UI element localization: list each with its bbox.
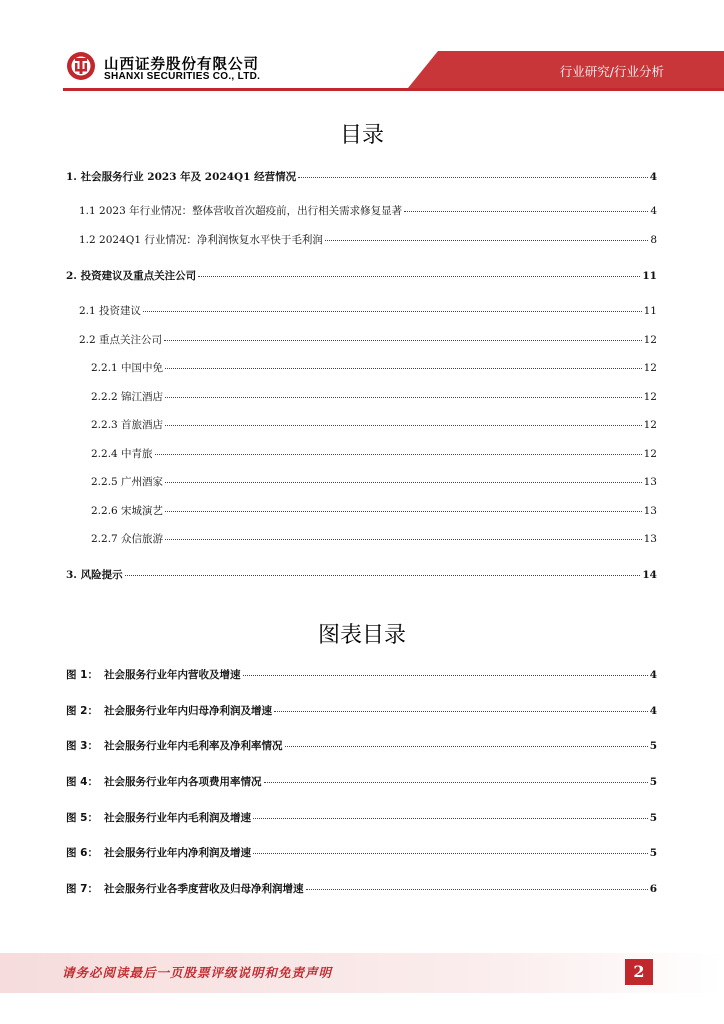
figure-label: 社会服务行业年内净利润及增速 [104,847,251,859]
figure-number: 图 3： [66,740,98,752]
toc-leader [274,711,648,712]
toc-leader [155,454,642,455]
figure-entry[interactable] [66,810,657,825]
toc-leader [143,311,642,312]
toc-entry-page: 12 [643,334,657,346]
figure-entry[interactable] [66,774,657,789]
toc-entry-page: 12 [643,362,657,374]
company-name-en: SHANXI SECURITIES CO., LTD. [104,71,261,82]
figure-page: 5 [649,812,657,824]
figure-list-title: 图表目录 [317,623,406,648]
figure-number: 图 2： [66,705,98,717]
figure-page: 5 [649,847,657,859]
toc-leader [404,211,648,212]
figure-label: 社会服务行业年内归母净利润及增速 [104,705,272,717]
figure-page: 4 [649,705,657,717]
toc-entry-page: 12 [643,391,657,403]
toc-leader [165,368,642,369]
figure-entry[interactable] [66,881,657,896]
toc-leader [306,889,648,890]
toc-entry-label: 2.2.7 众信旅游 [91,533,164,545]
toc-leader [298,177,648,178]
toc-entry-label: 2. 投资建议及重点关注公司 [66,270,197,282]
toc-entry-page: 12 [643,448,657,460]
toc-entry-label: 2.2.2 锦江酒店 [91,391,164,403]
toc-entry[interactable] [66,567,657,582]
toc-entry[interactable] [91,474,657,489]
figure-number: 图 1： [66,669,98,681]
figure-number: 图 4： [66,776,98,788]
page-header [0,0,724,90]
figure-page: 4 [649,669,657,681]
toc-entry-page: 13 [643,533,657,545]
figure-label: 社会服务行业年内营收及增速 [104,669,241,681]
toc-entry-page: 4 [650,205,657,217]
toc-leader [164,340,642,341]
figure-page: 5 [649,740,657,752]
toc-entry-page: 13 [643,476,657,488]
report-category: 行业研究/行业分析 [559,64,664,79]
toc-leader [264,782,648,783]
toc-entry-page: 14 [642,569,657,581]
toc-title: 目录 [339,123,384,148]
toc-entry-label: 2.2.3 首旅酒店 [91,419,164,431]
figure-entry[interactable] [66,667,657,682]
page-number: 2 [625,959,653,985]
toc-leader [253,853,648,854]
toc-entry[interactable] [91,503,657,518]
figure-entry[interactable] [66,738,657,753]
toc-entry-page: 13 [643,505,657,517]
figure-number: 图 5： [66,812,98,824]
figure-page: 5 [649,776,657,788]
figure-page: 6 [649,883,657,895]
toc-leader [165,425,642,426]
toc-leader [325,240,648,241]
figure-label: 社会服务行业年内毛利率及净利率情况 [104,740,283,752]
figure-number: 图 6： [66,847,98,859]
toc-leader [253,818,648,819]
figure-entry[interactable] [66,703,657,718]
toc-leader [198,276,640,277]
toc-entry[interactable] [91,446,657,461]
toc-entry[interactable] [79,203,657,218]
toc-entry[interactable] [91,531,657,546]
toc-entry-label: 3. 风险提示 [66,569,123,581]
header-divider [63,88,724,91]
figure-label: 社会服务行业年内毛利润及增速 [104,812,251,824]
toc-entry-page: 8 [650,234,657,246]
toc-leader [243,675,648,676]
figure-label: 社会服务行业各季度营收及归母净利润增速 [104,883,304,895]
toc-leader [285,746,648,747]
toc-leader [165,511,642,512]
toc-entry-label: 1. 社会服务行业 2023 年及 2024Q1 经营情况 [66,171,297,183]
toc-entry[interactable] [91,389,657,404]
toc-entry-page: 4 [649,171,657,183]
toc-entry[interactable] [91,360,657,375]
figure-number: 图 7： [66,883,98,895]
toc-entry-page: 11 [642,270,657,282]
toc-entry-label: 2.1 投资建议 [79,305,142,317]
toc-entry-page: 11 [643,305,657,317]
toc-leader [165,482,642,483]
toc-entry-label: 2.2.5 广州酒家 [91,476,164,488]
toc-entry[interactable] [79,303,657,318]
disclaimer-notice: 请务必阅读最后一页股票评级说明和免责声明 [62,965,333,980]
toc-entry-label: 2.2.6 宋城演艺 [91,505,164,517]
toc-leader [165,397,642,398]
figure-entry[interactable] [66,845,657,860]
toc-leader [165,539,642,540]
toc-entry-label: 2.2 重点关注公司 [79,334,163,346]
toc-entry[interactable] [91,417,657,432]
toc-entry-label: 1.1 2023 年行业情况：整体营收首次超疫前，出行相关需求修复显著 [79,205,403,217]
toc-entry[interactable] [79,332,657,347]
toc-entry-page: 12 [643,419,657,431]
company-logo-icon [66,51,96,81]
toc-entry-label: 2.2.1 中国中免 [91,362,164,374]
toc-leader [125,575,641,576]
company-name-cn: 山西证券股份有限公司 [104,57,259,73]
toc-entry-label: 1.2 2024Q1 行业情况：净利润恢复水平快于毛利润 [79,234,323,246]
toc-entry-label: 2.2.4 中青旅 [91,448,153,460]
toc-entry[interactable] [79,232,657,247]
figure-label: 社会服务行业年内各项费用率情况 [104,776,262,788]
toc-entry[interactable] [66,169,657,184]
toc-entry[interactable] [66,268,657,283]
